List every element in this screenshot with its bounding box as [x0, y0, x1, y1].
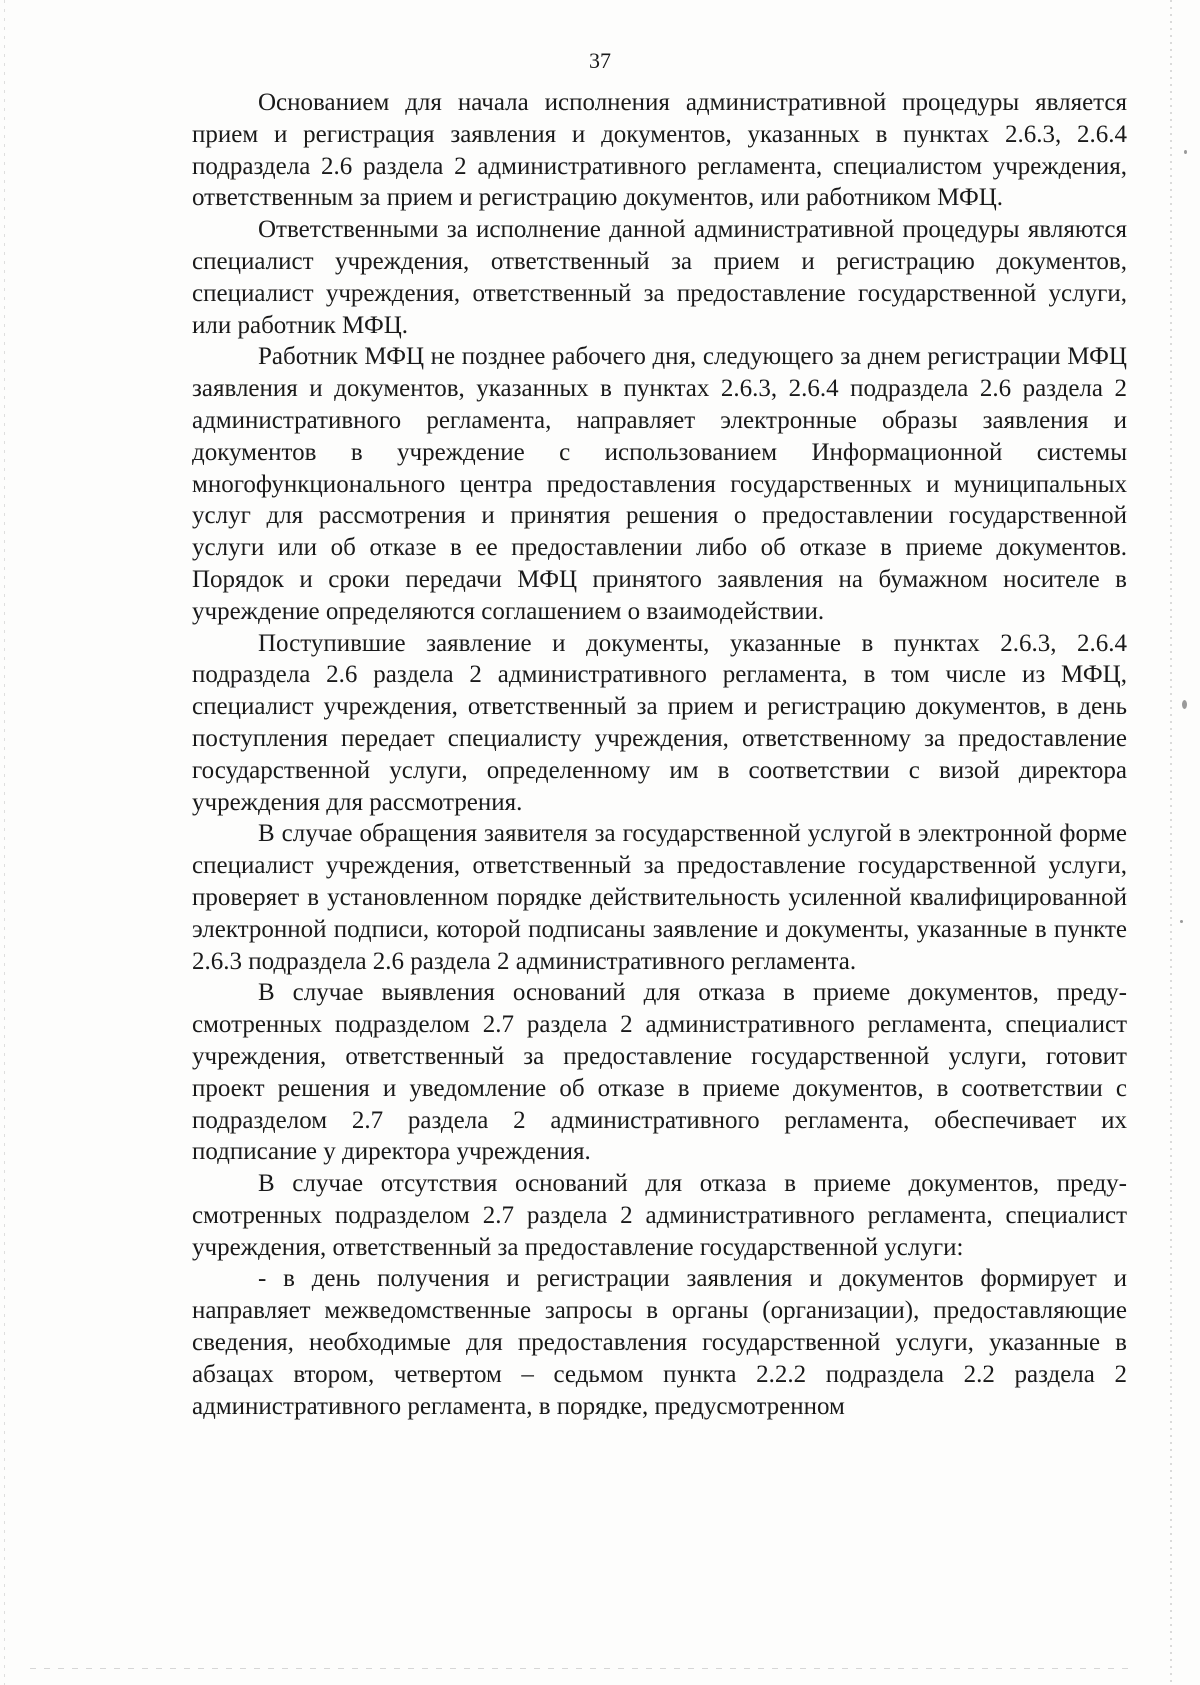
paragraph: Ответственными за исполнение данной административной процедуры являются специалист учреждения, ответственный за прием и регистрацию документов, специалист учреждения, ответственный за предоставление государственной услуги, или работник МФЦ.: [192, 216, 1127, 339]
paragraph: В случае обращения заявителя за государственной услугой в электронной форме специалист учреждения, ответственный за предоставление государственной услуги, проверяет в установленном порядке действительность усиленной квалифицированной электронной подписи, которой подписаны заявление и документы, указанные в пункте 2.6.3 подраздела 2.6 раздела 2 административного регламента.: [192, 820, 1127, 975]
document-body: [192, 87, 1127, 1422]
scan-edge-right: [1170, 0, 1172, 1685]
scan-edge-left: [4, 0, 5, 1685]
page-number: 37: [589, 48, 611, 73]
scan-speck: [1184, 150, 1187, 154]
scan-speck: [1182, 700, 1187, 709]
paragraph: Основанием для начала исполнения административной процедуры является прием и регистрация заявления и документов, указанных в пунктах 2.6.3, 2.6.4 подраздела 2.6 раздела 2 административного регламента, специалистом учреждения, ответственным за прием и регистрацию документов, или работником МФЦ.: [192, 89, 1127, 212]
paragraph: В случае отсутствия оснований для отказа в приеме документов, предусмотренных подразделом 2.7 раздела 2 административного регламента, специалист учреждения, ответственный за предоставление государственной услуги:: [192, 1170, 1127, 1261]
paragraph: Работник МФЦ не позднее рабочего дня, следующего за днем регистрации МФЦ заявления и документов, указанных в пунктах 2.6.3, 2.6.4 подраздела 2.6 раздела 2 административного регламента, направляет электронные образы заявления и документов в учреждение с использованием Информационной системы многофункционального центра предоставления государственных и муниципальных услуг для рассмотрения и принятия решения о предоставлении государственной услуги или об отказе в ее предоставлении либо об отказе в приеме документов. Порядок и сроки передачи МФЦ принятого заявления на бумажном носителе в учреждение определяются соглашением о взаимодействии.: [192, 343, 1127, 625]
scan-edge-bottom: [30, 1668, 1130, 1669]
paragraph: Поступившие заявление и документы, указанные в пунктах 2.6.3, 2.6.4 подраздела 2.6 раздела 2 административного регламента, в том числе из МФЦ, специалист учреждения, ответственный за прием и регистрацию документов, в день поступления передает специалисту учреждения, ответственному за предоставление государственной услуги, определенному им в соответствии с визой директора учреждения для рассмотрения.: [192, 629, 1127, 816]
scan-speck: [1180, 920, 1183, 923]
paragraph: В случае выявления оснований для отказа в приеме документов, предусмотренных подразделом 2.7 раздела 2 административного регламента, специалист учреждения, ответственный за предоставление государственной услуги, готовит проект решения и уведомление об отказе в приеме документов, в соответствии с подразделом 2.7 раздела 2 административного регламента, обеспечивает их подписание у директора учреждения.: [192, 979, 1127, 1166]
paragraph: - в день получения и регистрации заявления и документов формирует и направляет межведомственные запросы в органы (организации), предоставляющие сведения, необходимые для предоставления государственной услуги, указанные в абзацах втором, четвертом – седьмом пункта 2.2.2 подраздела 2.2 раздела 2 административного регламента, в порядке, предусмотренном: [192, 1265, 1127, 1420]
